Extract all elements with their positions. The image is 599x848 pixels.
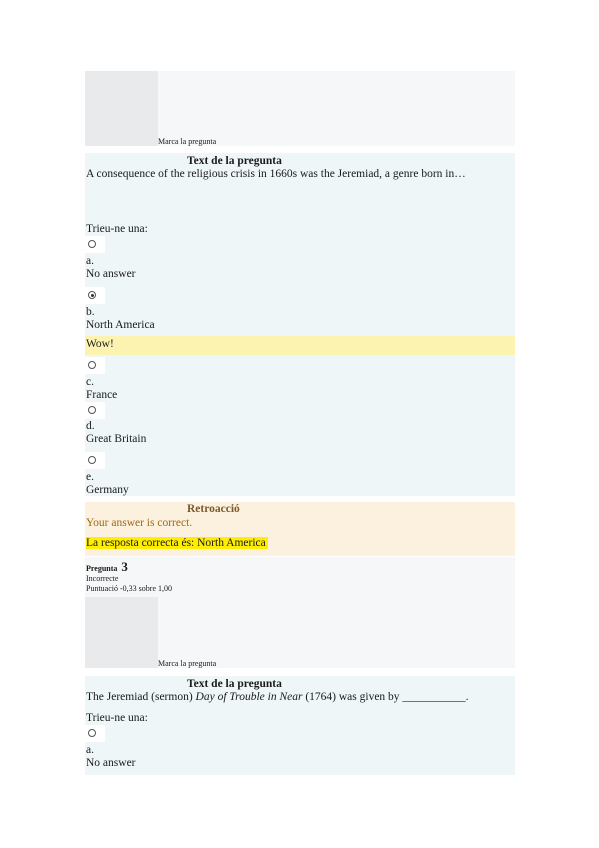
q2-feedback-heading: Retroacció bbox=[187, 503, 240, 515]
radio-icon bbox=[88, 240, 96, 248]
radio-icon bbox=[88, 456, 96, 464]
q3-question-post: (1764) was given by ___________. bbox=[302, 691, 469, 703]
q2-option-b-letter: b. bbox=[86, 306, 95, 318]
q2-option-a-letter: a. bbox=[86, 255, 94, 267]
q2-option-a-radio[interactable] bbox=[85, 236, 105, 253]
q3-option-a-text[interactable]: No answer bbox=[86, 757, 136, 769]
q3-grade: Puntuació -0,33 sobre 1,00 bbox=[86, 584, 172, 593]
radio-icon bbox=[88, 361, 96, 369]
q2-question-text: A consequence of the religious crisis in 1660s was the Jeremiad, a genre born in… bbox=[86, 168, 466, 180]
radio-icon bbox=[88, 406, 96, 414]
q2-option-e-letter: e. bbox=[86, 471, 94, 483]
radio-checked-icon bbox=[88, 291, 96, 299]
q2-option-a-text[interactable]: No answer bbox=[86, 268, 136, 280]
q3-question-title: Day of Trouble in Near bbox=[195, 691, 303, 703]
q2-option-d-letter: d. bbox=[86, 420, 95, 432]
q3-flag-box bbox=[85, 597, 158, 668]
q3-text-heading: Text de la pregunta bbox=[187, 678, 282, 690]
q2-text-heading: Text de la pregunta bbox=[187, 155, 282, 167]
q2-option-feedback-bar bbox=[85, 336, 515, 355]
q2-right-answer: La resposta correcta és: North America bbox=[86, 537, 266, 549]
q2-option-b-text[interactable]: North America bbox=[86, 319, 155, 331]
q3-flag-link[interactable]: Marca la pregunta bbox=[158, 659, 217, 668]
q2-option-e-text[interactable]: Germany bbox=[86, 484, 129, 496]
q3-number: 3 bbox=[121, 559, 128, 574]
q2-flag-link[interactable]: Marca la pregunta bbox=[158, 137, 217, 146]
q2-choose-label: Trieu-ne una: bbox=[86, 223, 148, 235]
q3-label: Pregunta bbox=[86, 564, 118, 573]
q3-status: Incorrecte bbox=[86, 574, 119, 583]
q3-option-a-radio[interactable] bbox=[85, 725, 105, 742]
q2-feedback-correct: Your answer is correct. bbox=[86, 517, 193, 529]
q2-option-c-radio[interactable] bbox=[85, 357, 105, 374]
q3-question-pre: The Jeremiad (sermon) bbox=[86, 691, 196, 703]
q2-option-feedback: Wow! bbox=[86, 338, 114, 350]
radio-icon bbox=[88, 729, 96, 737]
q2-option-c-letter: c. bbox=[86, 376, 94, 388]
q2-option-b-radio[interactable] bbox=[85, 287, 105, 304]
q2-option-c-text[interactable]: France bbox=[86, 389, 118, 401]
q3-choose-label: Trieu-ne una: bbox=[86, 712, 148, 724]
q3-option-a-letter: a. bbox=[86, 744, 94, 756]
q2-option-d-radio[interactable] bbox=[85, 402, 105, 419]
q2-option-e-radio[interactable] bbox=[85, 452, 105, 469]
q2-flag-box bbox=[85, 71, 158, 146]
q2-option-d-text[interactable]: Great Britain bbox=[86, 433, 147, 445]
q3-question-text bbox=[86, 691, 469, 703]
